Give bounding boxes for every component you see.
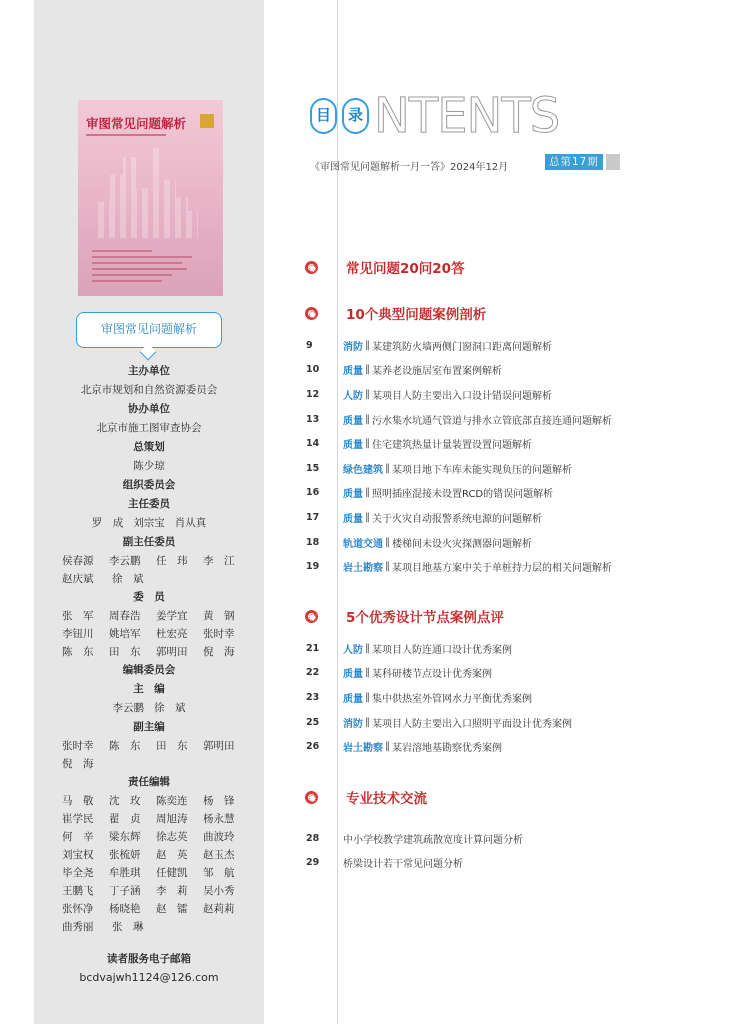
chief-planner: 陈少琼 — [133, 460, 165, 472]
cover-badge-icon — [200, 114, 214, 128]
entry-category: 质量 — [343, 366, 363, 378]
reader-email-block — [34, 950, 264, 988]
magazine-cover-image — [78, 100, 223, 296]
entry-separator: ‖ — [365, 413, 370, 425]
entry-separator: ‖ — [365, 642, 370, 654]
editor-name: 张梳妍 — [109, 849, 141, 861]
entry-page-number: 13 — [306, 413, 320, 425]
cover-text-lines — [92, 250, 202, 286]
section-header[interactable] — [303, 786, 723, 808]
entry-category: 质量 — [343, 489, 363, 501]
entry-page-number: 10 — [306, 364, 320, 376]
contents-header — [310, 88, 710, 168]
toc-entry[interactable] — [303, 554, 723, 579]
contents-word: NTENTS — [374, 88, 560, 144]
editor-name: 何 辛 — [62, 831, 94, 843]
directors: 罗 成 刘宗宝 肖从真 — [91, 517, 207, 529]
entry-title: 某项目人防连通口设计优秀案例 — [372, 644, 512, 656]
section-header[interactable] — [303, 302, 723, 324]
toc-section — [303, 256, 723, 287]
entry-category: 消防 — [343, 718, 363, 730]
entry-category: 质量 — [343, 440, 363, 452]
entry-category: 质量 — [343, 669, 363, 681]
editor-name: 赵玉杰 — [203, 849, 235, 861]
toc-entry[interactable] — [303, 382, 723, 407]
vice-director-label: 副主任委员 — [122, 536, 176, 548]
toc-entry[interactable] — [303, 685, 723, 710]
editor-name: 杨永慧 — [203, 813, 235, 825]
entry-separator: ‖ — [365, 339, 370, 351]
responsible-editors-label: 责任编辑 — [128, 776, 170, 788]
entry-title: 中小学校教学建筑疏散宽度计算问题分析 — [343, 834, 523, 846]
editor-name: 邹 航 — [203, 867, 235, 879]
editor-name: 马 敬 — [62, 795, 94, 807]
entry-title: 桥梁设计若干常见问题分析 — [343, 859, 463, 871]
cover-rule — [86, 134, 166, 136]
entry-title: 楼梯间未设火灾探测器问题解析 — [392, 538, 532, 550]
editor-name: 毕全尧 — [62, 867, 94, 879]
section-title: 常见问题20问20答 — [346, 261, 465, 277]
editor-name: 丁子涵 — [109, 885, 141, 897]
masthead — [34, 362, 264, 936]
editor-name: 陈奕连 — [156, 795, 188, 807]
entry-category: 质量 — [343, 693, 363, 705]
committee-label: 组织委员会 — [122, 479, 176, 491]
entry-page-number: 14 — [306, 438, 320, 450]
section-header[interactable] — [303, 605, 723, 627]
chief-planner-label: 总策划 — [133, 441, 165, 453]
members: 张 军 周春浩 姜学宜 黄 钢 李钮川 姚培军 杜宏亮 张时幸 陈 东 田 东 郭明田 倪 海 — [62, 610, 235, 658]
toc-entry[interactable] — [303, 530, 723, 555]
cover-title: 审图常见问题解析 — [86, 116, 187, 131]
editor-name: 赵 镭 — [156, 903, 188, 915]
editor-name: 徐志英 — [156, 831, 188, 843]
entry-page-number: 28 — [306, 832, 320, 844]
entry-separator: ‖ — [365, 667, 370, 679]
section-bullet-icon — [305, 791, 318, 804]
members-label: 委 员 — [133, 591, 165, 603]
toc-entry[interactable] — [303, 431, 723, 456]
toc-entry[interactable] — [303, 358, 723, 383]
editor-name: 曲秀丽 — [62, 921, 94, 933]
editor-name: 杨 锋 — [203, 795, 235, 807]
entry-title: 某项目人防主要出入口设计错误问题解析 — [372, 390, 552, 402]
entry-page-number: 22 — [306, 667, 320, 679]
lu-badge: 录 — [342, 98, 369, 134]
entry-separator: ‖ — [385, 536, 390, 548]
entry-separator: ‖ — [365, 487, 370, 499]
editor-name: 张 琳 — [112, 921, 144, 933]
editor-name: 任健凯 — [156, 867, 188, 879]
entry-category: 质量 — [343, 513, 363, 525]
entry-page-number: 17 — [306, 511, 320, 523]
entry-separator: ‖ — [385, 462, 390, 474]
toc-section — [303, 786, 723, 875]
deputy-editor-label: 副主编 — [133, 721, 165, 733]
entry-category: 岩土勘察 — [343, 743, 383, 755]
entry-title: 关于火灾自动报警系统电源的问题解析 — [372, 513, 542, 525]
email-address[interactable]: bcdvajwh1124@126.com — [79, 971, 219, 984]
entry-category: 轨道交通 — [343, 538, 383, 550]
editor-name: 张怀净 — [62, 903, 94, 915]
toc-section — [303, 605, 723, 759]
editorial-label: 编辑委员会 — [122, 664, 176, 676]
responsible-editors — [34, 792, 264, 936]
editor-name: 梁东辉 — [109, 831, 141, 843]
section-bullet-icon — [305, 610, 318, 623]
entry-category: 消防 — [343, 341, 363, 353]
section-title: 5个优秀设计节点案例点评 — [346, 610, 504, 626]
section-title: 专业技术交流 — [346, 791, 427, 807]
entry-separator: ‖ — [365, 691, 370, 703]
sponsor: 北京市规划和自然资源委员会 — [80, 384, 218, 396]
entry-separator: ‖ — [385, 741, 390, 753]
deputy-editors: 张时幸 陈 东 田 东 郭明田 倪 海 — [62, 740, 235, 770]
toc-entry[interactable] — [303, 661, 723, 686]
entry-category: 绿色建筑 — [343, 464, 383, 476]
entry-separator: ‖ — [365, 438, 370, 450]
entry-title: 住宅建筑热量计量装置设置问题解析 — [372, 440, 532, 452]
issue-bar — [606, 154, 620, 170]
entry-page-number: 23 — [306, 691, 320, 703]
organizer: 北京市施工图审查协会 — [96, 422, 202, 434]
editor-name: 刘宝权 — [62, 849, 94, 861]
mu-badge: 目 — [310, 98, 337, 134]
entry-separator: ‖ — [365, 511, 370, 523]
vice-directors: 侯春源 李云鹏 任 玮 李 江 赵庆斌 徐 斌 — [62, 555, 235, 585]
entry-title: 某项目地下车库未能实现负压的问题解析 — [392, 464, 572, 476]
editor-name: 曲波玲 — [203, 831, 235, 843]
entry-separator: ‖ — [385, 561, 390, 573]
editor-name: 杨晓艳 — [109, 903, 141, 915]
entry-title: 污水集水坑通气管道与排水立管底部直接连通问题解析 — [372, 415, 612, 427]
entry-separator: ‖ — [365, 364, 370, 376]
entry-page-number: 21 — [306, 642, 320, 654]
entry-page-number: 18 — [306, 536, 320, 548]
toc-entry[interactable] — [303, 407, 723, 432]
entry-title: 某项目人防主要出入口照明平面设计优秀案例 — [372, 718, 572, 730]
entry-page-number: 19 — [306, 561, 320, 573]
toc-entry[interactable] — [303, 710, 723, 735]
editors-in-chief: 李云鹏 徐 斌 — [112, 702, 186, 714]
entry-separator: ‖ — [365, 716, 370, 728]
issue-subline: 《审图常见问题解析一月一答》2024年12月 — [310, 162, 509, 173]
entry-page-number: 26 — [306, 741, 320, 753]
cityscape-illustration — [98, 148, 198, 238]
entry-category: 人防 — [343, 390, 363, 402]
organizer-label: 协办单位 — [128, 403, 170, 415]
editor-name: 沈 玫 — [109, 795, 141, 807]
section-title: 10个典型问题案例剖析 — [346, 307, 487, 323]
entry-title: 某建筑防火墙两侧门窗洞口距离问题解析 — [372, 341, 552, 353]
entry-separator: ‖ — [365, 388, 370, 400]
editor-name: 吴小秀 — [203, 885, 235, 897]
entry-page-number: 25 — [306, 716, 320, 728]
editor-name: 周旭涛 — [156, 813, 188, 825]
editor-name: 赵莉莉 — [203, 903, 235, 915]
entry-page-number: 12 — [306, 388, 320, 400]
entry-title: 某项目地基方案中关于单桩持力层的相关问题解析 — [392, 563, 612, 575]
toc-entry[interactable] — [303, 826, 723, 851]
entry-title: 某岩溶地基勘察优秀案例 — [392, 743, 502, 755]
entry-page-number: 16 — [306, 487, 320, 499]
toc-entry[interactable] — [303, 333, 723, 358]
entry-title: 某科研楼节点设计优秀案例 — [372, 669, 492, 681]
director-label: 主任委员 — [128, 498, 170, 510]
editor-name: 牟胜琪 — [109, 867, 141, 879]
entry-category: 质量 — [343, 415, 363, 427]
sponsor-label: 主办单位 — [128, 365, 170, 377]
section-bullet-icon — [305, 261, 318, 274]
toc-entry[interactable] — [303, 734, 723, 759]
entry-category: 岩土勘察 — [343, 563, 383, 575]
sidebar-title-tag: 审图常见问题解析 — [76, 312, 222, 348]
toc-entry[interactable] — [303, 505, 723, 530]
entry-page-number: 29 — [306, 857, 320, 869]
toc-section — [303, 302, 723, 579]
editor-name: 赵 英 — [156, 849, 188, 861]
editor-in-chief-label: 主 编 — [133, 683, 165, 695]
entry-title: 照明插座混接未设置RCD的错误问题解析 — [372, 489, 554, 501]
entry-title: 集中供热室外管网水力平衡优秀案例 — [372, 693, 532, 705]
entry-title: 某养老设施居室布置案例解析 — [372, 366, 502, 378]
entry-page-number: 9 — [306, 339, 313, 351]
toc-entry[interactable] — [303, 851, 723, 876]
issue-number-badge: 总第17期 — [545, 154, 603, 170]
toc-entry[interactable] — [303, 636, 723, 661]
editor-name: 翟 贞 — [109, 813, 141, 825]
sidebar — [34, 0, 264, 1024]
entry-page-number: 15 — [306, 462, 320, 474]
editor-name: 李 莉 — [156, 885, 188, 897]
entry-category: 人防 — [343, 644, 363, 656]
email-label: 读者服务电子邮箱 — [107, 953, 191, 965]
section-bullet-icon — [305, 307, 318, 320]
toc-entry[interactable] — [303, 456, 723, 481]
section-header[interactable] — [303, 256, 723, 278]
toc-entry[interactable] — [303, 481, 723, 506]
editor-name: 崔学民 — [62, 813, 94, 825]
editor-name: 王鹏飞 — [62, 885, 94, 897]
